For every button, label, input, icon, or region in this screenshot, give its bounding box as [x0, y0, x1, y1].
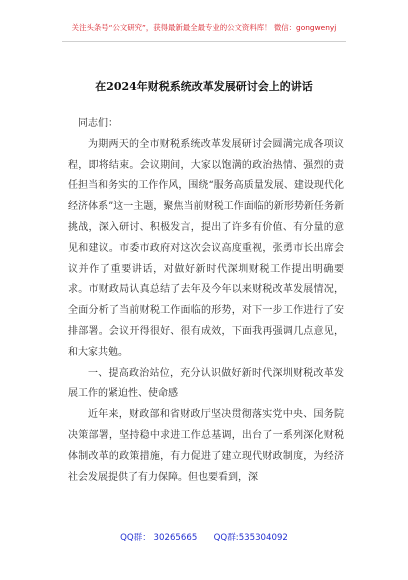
paragraph-opening: 为期两天的全市财税系统改革发展研讨会圆满完成各项议程，即将结束。会议期间，大家以饱满的政治热情、强烈的责任担当和务实的工作作风，围绕“服务高质量发展、建设现代化经济体系”这一主题，聚焦当前财税工作面临的新形势新任务新挑战，深入研讨、积极发言，提出了许多有价值、有分量的意见和建议。市委市政府对这次会议高度重视，张勇市长出席会议并作了重要讲话，对做好新时代深圳财税工作提出明确要求。市财政局认真总结了去年及今年以来财税改革发展情况，全面分析了当前财税工作面临的形势，对下一步工作进行了安排部署。会议开得很好、很有成效，下面我再强调几点意见，和大家共勉。 — [68, 138, 344, 358]
header-divider — [62, 41, 346, 42]
salutation: 同志们： — [78, 118, 118, 129]
footer-contact: QQ群： 30265665 QQ群:535304092 — [120, 533, 288, 543]
document-body — [68, 114, 344, 488]
paragraph-section-1: 近年来，财政部和省财政厅坚决贯彻落实党中央、国务院决策部署，坚持稳中求进工作总基调，出台了一系列深化财税体制改革的政策措施，有力促进了建立现代财政制度，为经济社会发展提供了有力保障。但也要看到，深 — [68, 409, 344, 483]
header-banner: 关注头条号“公文研究”，获得最新最全最专业的公文资料库！ 微信：gongwenyj — [71, 23, 337, 32]
section-heading-1: 一、提高政治站位，充分认识做好新时代深圳财税改革发展工作的紧迫性、使命感 — [68, 367, 344, 400]
document-title: 在2024年财税系统改革发展研讨会上的讲话 — [95, 80, 313, 93]
